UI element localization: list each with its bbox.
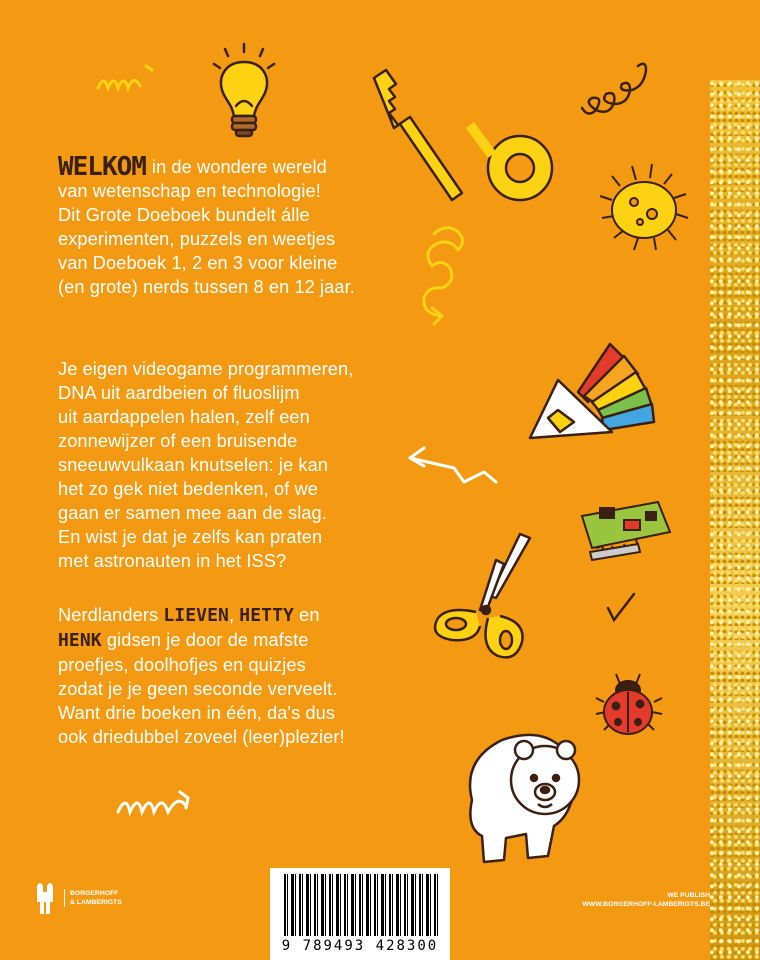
activities-line: sneeuwvulkaan knutselen: je kan [58,455,329,475]
activities-line: zonnewijzer of een bruisende [58,431,298,451]
guides-line: Want drie boeken in één, da's dus [58,703,336,723]
guides-separator: , [228,605,235,625]
guides-and: en [299,605,320,625]
prism-icon [530,344,654,438]
activities-line: uit aardappelen halen, zelf een [58,407,310,427]
polar-bear-icon [470,735,579,862]
activities-line: DNA uit aardbeien of fluoslijm [58,383,300,403]
publisher-line-1: BORGERHOFF [70,890,119,897]
checkmark-icon [608,594,634,620]
activities-line: En wist je dat je zelfs kan praten [58,527,323,547]
guides-line-2-rest: gidsen je door de mafste [106,630,309,650]
activities-line: het zo gek niet bedenken, of we [58,479,318,499]
welkom-heading: WELKOM [58,152,146,182]
ladybug-icon [596,674,662,734]
publisher-logo-icon [33,880,55,916]
spring-icon [582,64,646,114]
virus-icon [600,164,688,250]
publisher-name [64,889,122,907]
guides-line-1 [58,603,345,628]
isbn-number: 9 789493 428300 [281,938,439,954]
intro-line-1 [58,152,355,182]
barcode-bars [284,874,438,936]
activities-line: gaan er samen mee aan de slag. [58,503,327,523]
website-url: WWW.BORGERHOFF-LAMBERIGTS.BE [582,901,710,908]
guides-prefix: Nerdlanders [58,605,159,625]
circuit-board-icon [582,502,670,560]
squiggle-top-left-icon [98,66,152,88]
guides-line: zodat je je geen seconde verveelt. [58,679,338,699]
squiggle-bottom-icon [118,792,188,812]
barcode [270,868,450,960]
intro-line: van Doeboek 1, 2 en 3 voor kleine [58,253,338,273]
intro-line: Dit Grote Doeboek bundelt álle [58,205,310,225]
key-icon [374,70,552,200]
guides-line: ook driedubbel zoveel (leer)plezier! [58,727,345,747]
name-hetty: HETTY [239,605,294,626]
name-henk: HENK [58,630,102,651]
guides-line: proefjes, doolhofjes en quizjes [58,655,306,675]
activities-line: Je eigen videogame programmeren, [58,359,354,379]
publisher-website [582,891,710,909]
scissors-icon [435,534,530,657]
publisher-line-2: & LAMBERIGTS [70,899,122,906]
arrow-icon [410,448,496,482]
intro-line-1-rest: in de wondere wereld [151,157,327,177]
guides-paragraph [58,603,345,749]
lightbulb-icon [214,44,274,136]
activities-paragraph [58,357,353,573]
intro-line: (en grote) nerds tussen 8 en 12 jaar. [58,277,355,297]
website-tagline: WE PUBLISH [667,892,710,899]
activities-line: met astronauten in het ISS? [58,551,287,571]
name-lieven: LIEVEN [163,605,229,626]
intro-line: experimenten, puzzels en weetjes [58,229,336,249]
spiral-arrow-icon [424,228,463,324]
intro-paragraph [58,152,355,299]
guides-line-2 [58,628,345,653]
intro-line: van wetenschap en technologie! [58,181,321,201]
